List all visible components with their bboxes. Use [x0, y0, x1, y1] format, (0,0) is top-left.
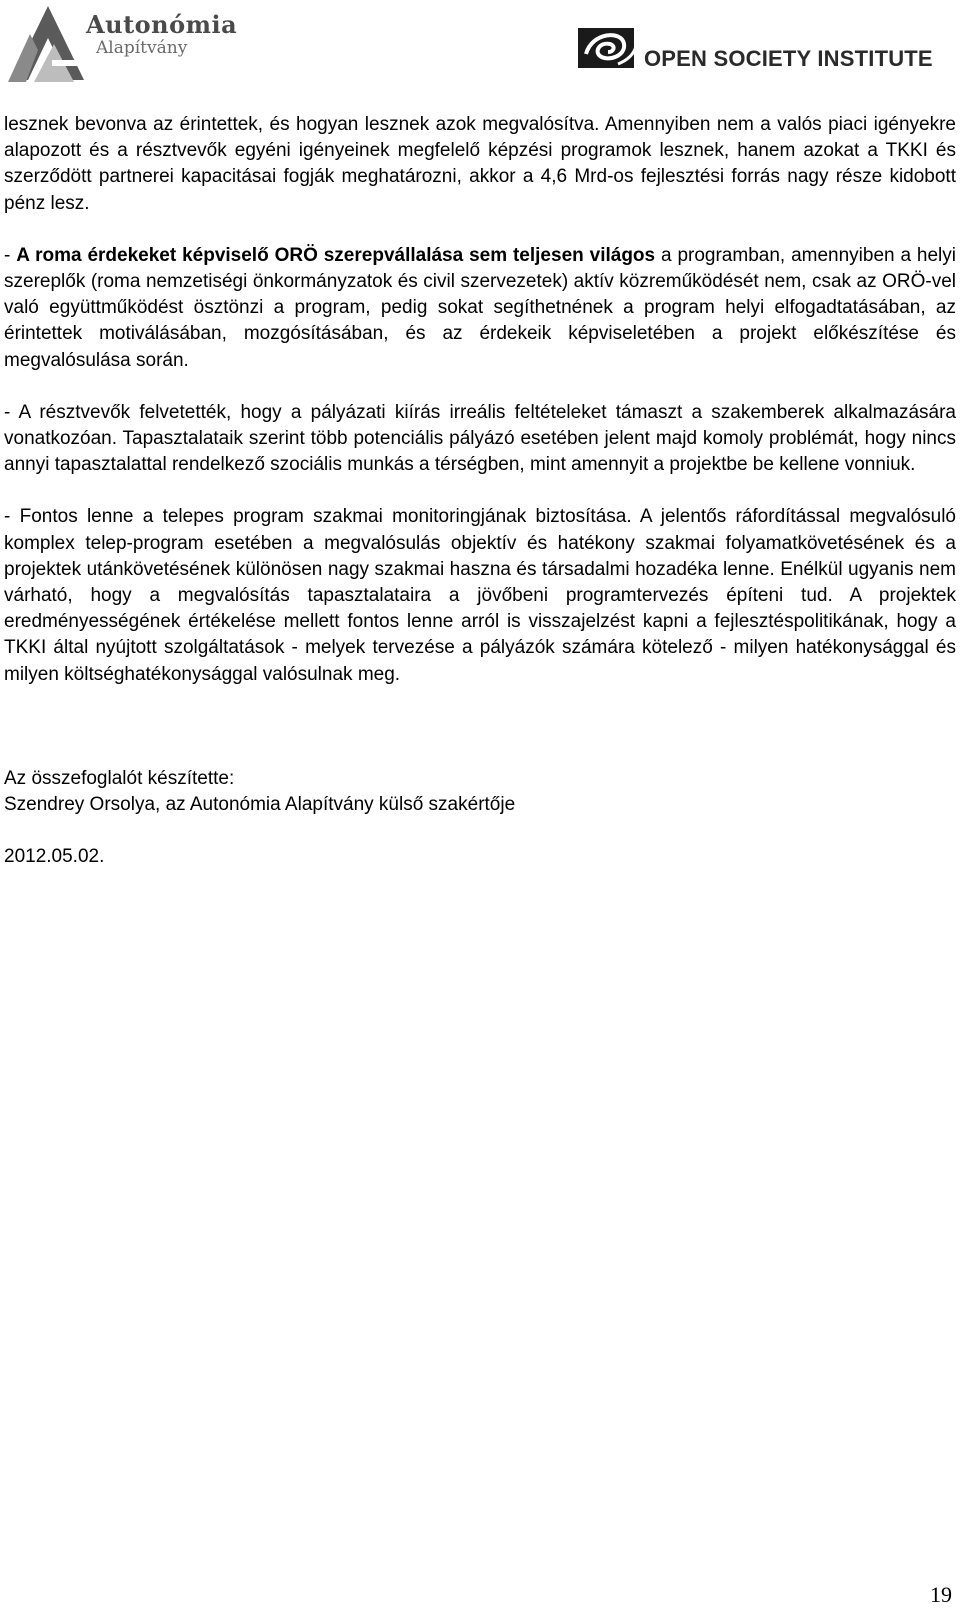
document-date: 2012.05.02.: [4, 845, 105, 867]
paragraph-1: [4, 112, 956, 217]
osi-logo-name: OPEN SOCIETY INSTITUTE: [644, 46, 933, 71]
section-spacer: [4, 714, 956, 766]
paragraph-4-text: - Fontos lenne a telepes program szakmai monitoringjának biztosítása. A jelentős ráfordítással megvalósuló komplex telep-program esetében a megvalósulás objektív és hatékony szakmai folyamatkövetésének és a projektek utánkövetésének különösen nagy szakmai haszna és társadalmi hozadéka lenne. Enélkül ugyanis nem várható, hogy a megvalósítás tapasztalataira a jövőbeni programtervezés építeni tud. A projektek eredményességének értékelése mellett fontos lenne arról is visszajelzést kapni a fejlesztéspolitikának, hogy a TKKI által nyújtott szolgáltatások - melyek tervezése a pályázók számára kötelező - milyen hatékonysággal és milyen költséghatékonysággal valósulnak meg.: [4, 506, 956, 685]
paragraph-1-text: lesznek bevonva az érintettek, és hogyan lesznek azok megvalósítva. Amennyiben nem a valós piaci igényekre alapozott és a résztvevők egyéni igényeinek megfelelő képzési programok lesznek, hanem azokat a TKKI és szerződött partnerei kapacitásai fogják meghatározni, akkor a 4,6 Mrd-os fejlesztési forrás nagy része kidobott pénz lesz.: [4, 114, 956, 214]
signature-author: Szendrey Orsolya, az Autonómia Alapítvány külső szakértője: [4, 793, 516, 815]
signature-block: [4, 766, 956, 818]
signature-label: Az összefoglalót készítette:: [4, 767, 235, 789]
paragraph-2: [4, 243, 956, 374]
page-number: 19: [930, 1582, 952, 1607]
autonomia-logo: [8, 4, 248, 84]
autonomia-logo-subtitle: Alapítvány: [96, 38, 188, 58]
paragraph-3: [4, 400, 956, 479]
autonomia-logo-name: Autonómia: [86, 10, 238, 39]
paragraph-2-lead: -: [4, 244, 17, 266]
paragraph-2-bold: A roma érdekeket képviselő ORÖ szerepvállalása sem teljesen világos: [16, 244, 656, 266]
paragraph-4: [4, 504, 956, 687]
autonomia-mark-icon: [8, 4, 88, 84]
paragraph-3-text: - A résztvevők felvetették, hogy a pályázati kiírás irreális feltételeket támaszt a szakemberek alkalmazására vonatkozóan. Tapasztalataik szerint több potenciális pályázó esetében jelent majd komoly problémát, hogy nincs annyi tapasztalattal rendelkező szociális munkás a térségben, mint amennyit a projektbe be kellene vonniuk.: [4, 401, 956, 476]
paragraph-2-text: a programban, amennyiben a helyi szereplők (roma nemzetiségi önkormányzatok és civil szervezetek) aktív közreműködését nem, csak az ORÖ-vel való együttműködést ösztönzi a program, pedig sokat segíthetnének a program helyi elfogadtatásában, az érintettek motiválásában, mozgósításában, és az érdekeik képviseletében a projekt előkészítése és megvalósulása során.: [4, 244, 956, 371]
page-header: [0, 0, 960, 100]
osi-emblem-icon: [578, 24, 640, 74]
document-body: [4, 112, 956, 870]
osi-logo: [578, 24, 950, 76]
